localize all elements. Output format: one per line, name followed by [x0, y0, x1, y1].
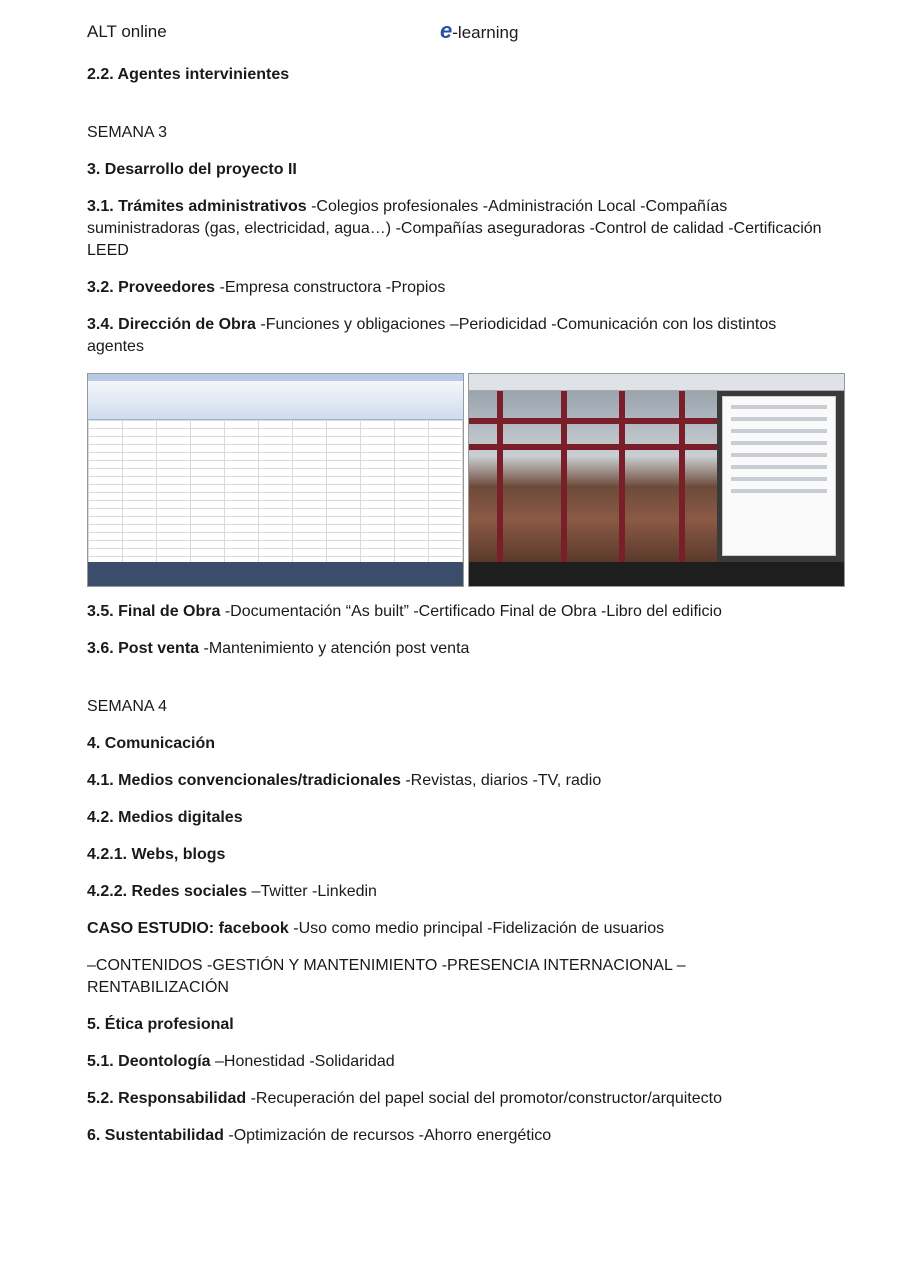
- case-study-title: CASO ESTUDIO: facebook: [87, 920, 289, 937]
- week-3-heading: SEMANA 3: [87, 124, 168, 141]
- section-4-1: [87, 770, 827, 792]
- section-3-2-text: -Empresa constructora -Propios: [215, 279, 446, 296]
- section-3-title: 3. Desarrollo del proyecto II: [87, 161, 297, 178]
- document-body: [87, 64, 827, 1162]
- case-study: [87, 918, 827, 940]
- section-5-1-text: –Honestidad -Solidaridad: [210, 1053, 395, 1070]
- section-3-5: [87, 601, 827, 623]
- section-4-2-2: [87, 881, 827, 903]
- elearning-logo: [440, 20, 518, 43]
- section-3-1-title: 3.1. Trámites administrativos: [87, 198, 307, 215]
- section-2-2-title: 2.2. Agentes intervinientes: [87, 66, 290, 83]
- section-3-4-title: 3.4. Dirección de Obra: [87, 316, 256, 333]
- section-4-2-2-title: 4.2.2. Redes sociales: [87, 883, 248, 900]
- section-3-5-title: 3.5. Final de Obra: [87, 603, 221, 620]
- section-5-2-text: -Recuperación del papel social del promotor/constructor/arquitecto: [246, 1090, 722, 1107]
- section-5-2: [87, 1088, 827, 1110]
- week-4-heading: SEMANA 4: [87, 698, 168, 715]
- section-5-1-title: 5.1. Deontología: [87, 1053, 211, 1070]
- screenshots-row: [87, 373, 845, 587]
- construction-photo-screenshot: [468, 373, 845, 587]
- section-5-1: [87, 1051, 827, 1073]
- section-3-4-text: -Funciones y obligaciones –Periodicidad -Comunicación con los distintos agentes: [87, 316, 777, 355]
- section-6: [87, 1125, 827, 1147]
- section-4-1-title: 4.1. Medios convencionales/tradicionales: [87, 772, 401, 789]
- e-logo-icon: e: [440, 18, 453, 43]
- section-5-title: 5. Ética profesional: [87, 1016, 234, 1033]
- case-study-text: -Uso como medio principal -Fidelización de usuarios: [288, 920, 665, 937]
- section-3-6: [87, 638, 827, 660]
- section-3-2: [87, 277, 827, 299]
- section-3-1-text: -Colegios profesionales -Administración Local -Compañías suministradoras (gas, electricidad, agua…) -Compañías aseguradoras -Control de calidad -Certificación LEED: [87, 198, 822, 259]
- comment-panel: [722, 396, 837, 556]
- section-6-text: -Optimización de recursos -Ahorro energético: [223, 1127, 552, 1144]
- contents-list: –CONTENIDOS -GESTIÓN Y MANTENIMIENTO -PRESENCIA INTERNACIONAL –RENTABILIZACIÓN: [87, 957, 686, 996]
- spreadsheet-screenshot: [87, 373, 464, 587]
- header-brand: ALT online: [87, 22, 167, 41]
- section-4-title: 4. Comunicación: [87, 735, 216, 752]
- section-3-6-text: -Mantenimiento y atención post venta: [199, 640, 470, 657]
- section-4-2-2-text: –Twitter -Linkedin: [247, 883, 377, 900]
- section-4-2-1-title: 4.2.1. Webs, blogs: [87, 846, 226, 863]
- section-5-2-title: 5.2. Responsabilidad: [87, 1090, 247, 1107]
- section-3-4: [87, 314, 827, 358]
- section-3-2-title: 3.2. Proveedores: [87, 279, 216, 296]
- section-4-1-text: -Revistas, diarios -TV, radio: [400, 772, 602, 789]
- section-3-6-title: 3.6. Post venta: [87, 640, 200, 657]
- section-3-5-text: -Documentación “As built” -Certificado Final de Obra -Libro del edificio: [220, 603, 722, 620]
- section-3-1: [87, 196, 827, 262]
- section-6-title: 6. Sustentabilidad: [87, 1127, 224, 1144]
- section-4-2-title: 4.2. Medios digitales: [87, 809, 243, 826]
- logo-text: -learning: [452, 23, 519, 42]
